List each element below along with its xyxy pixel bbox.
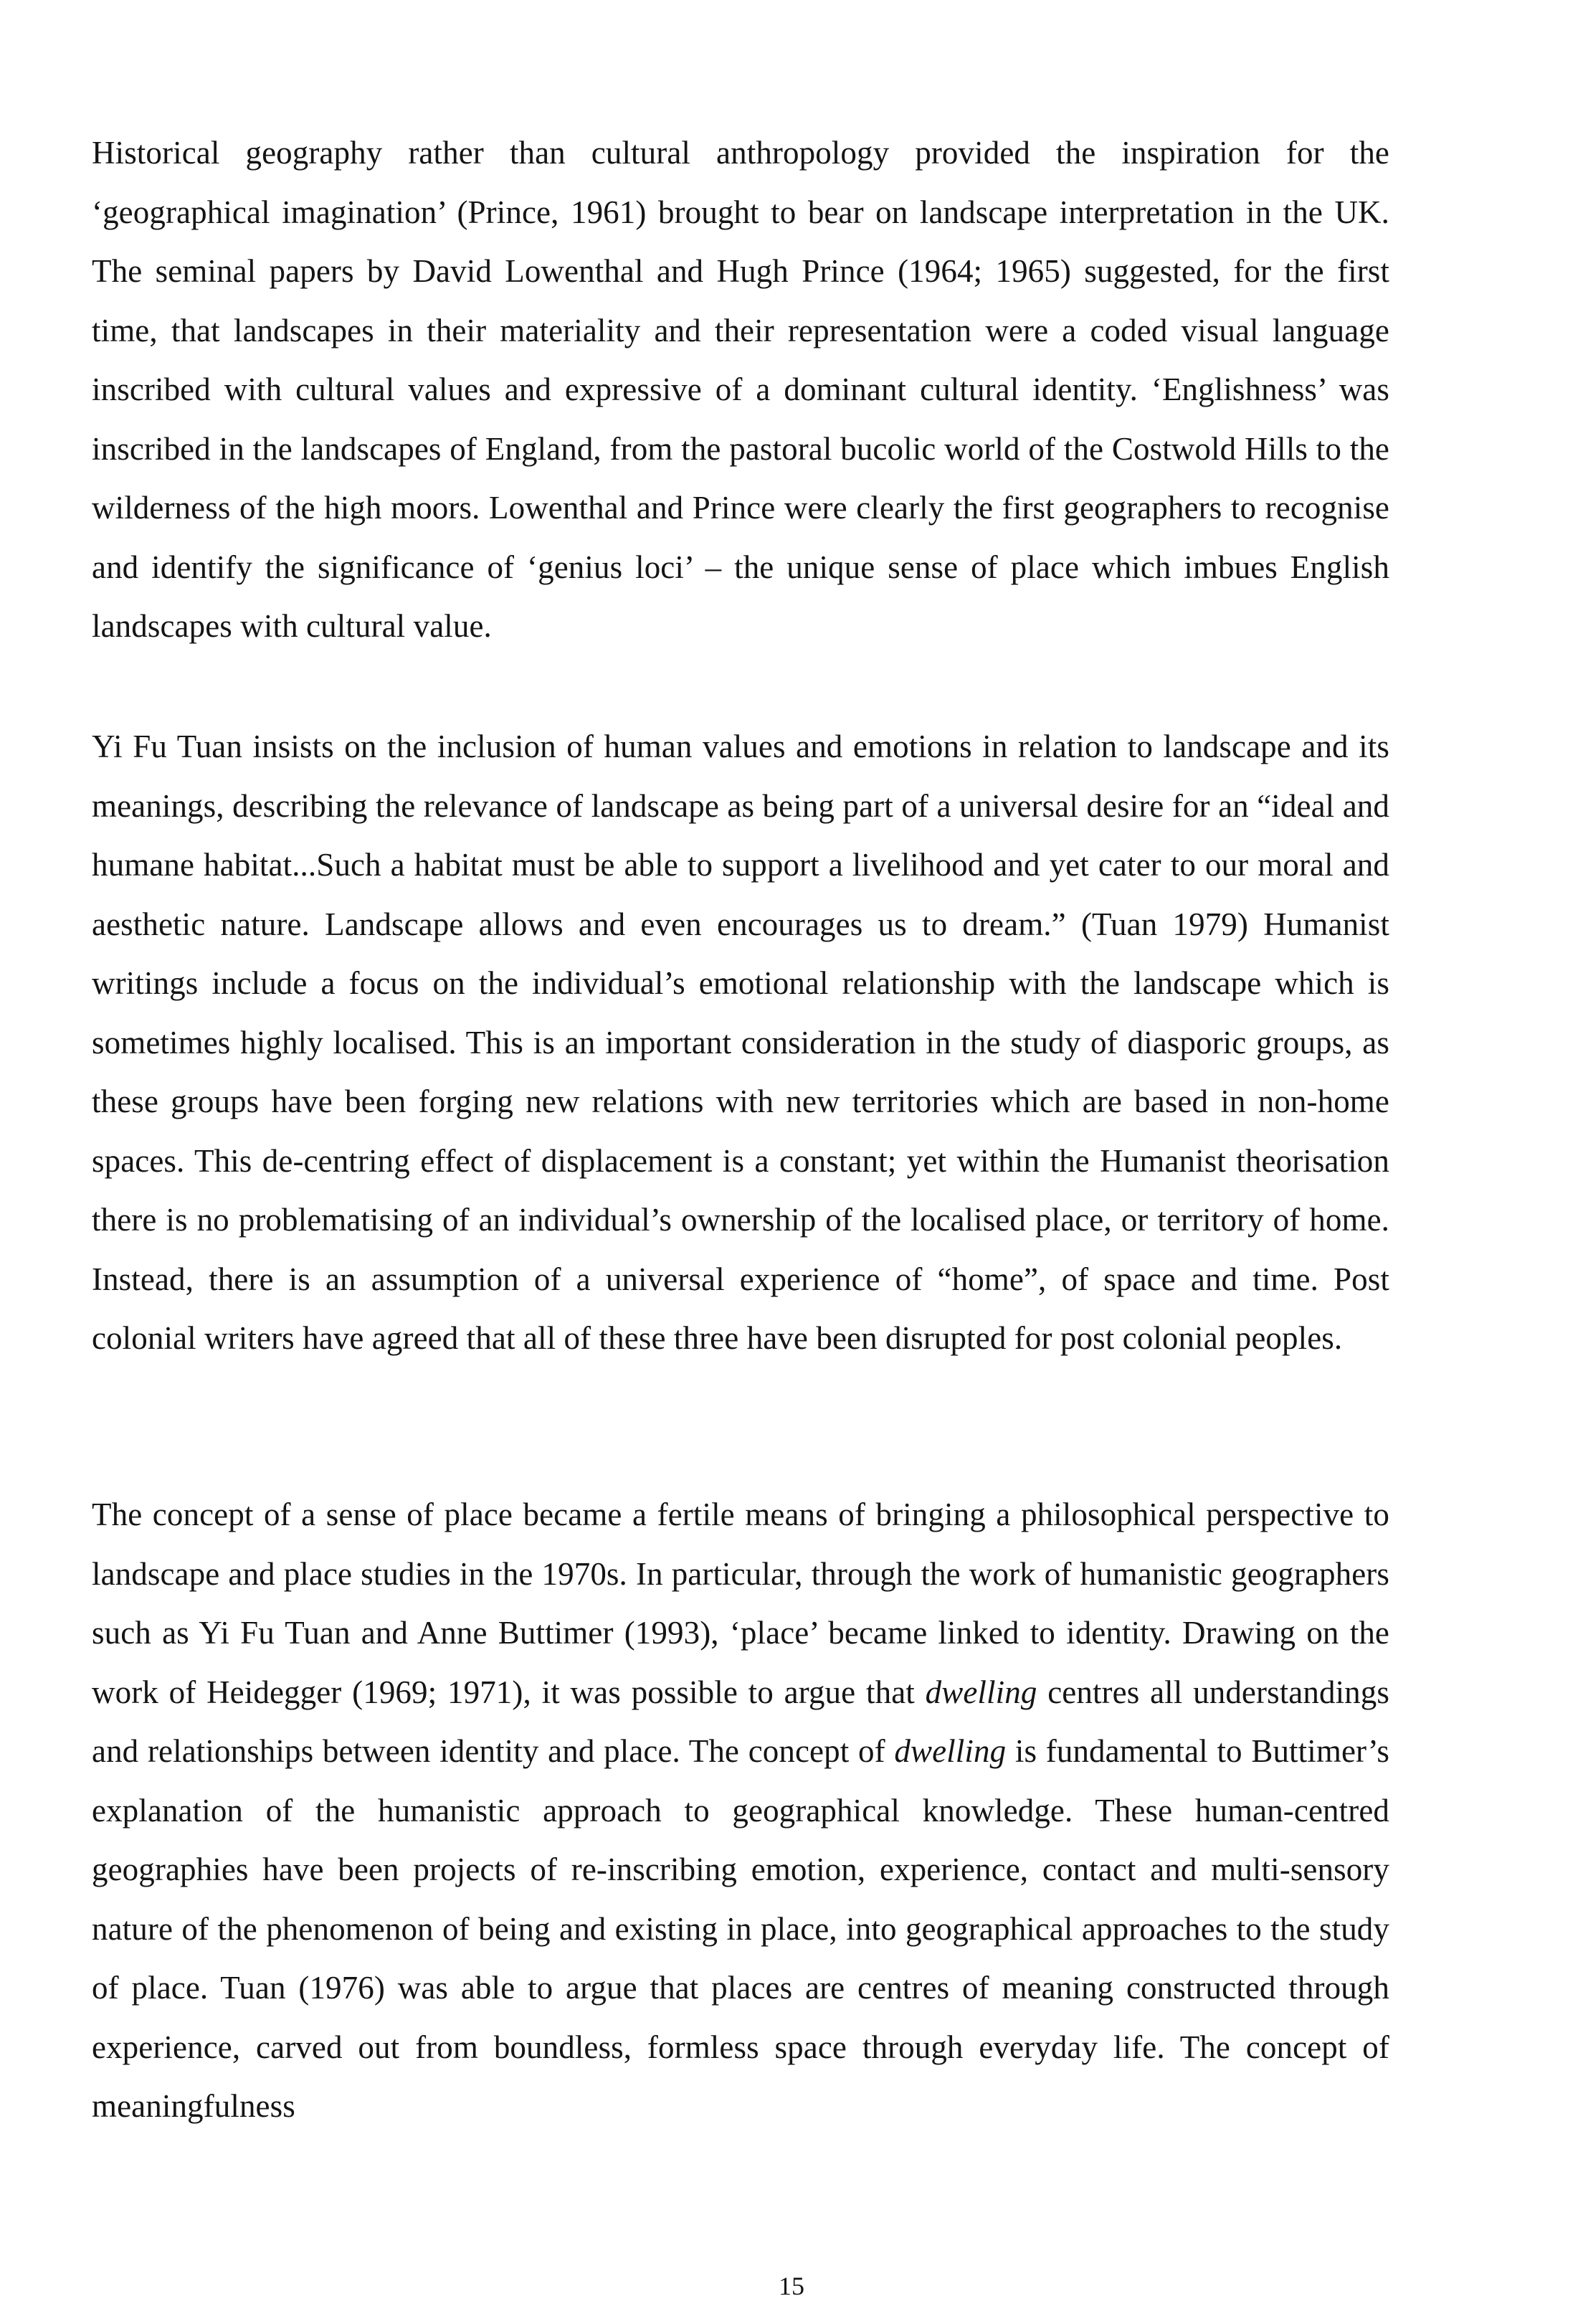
- italic-term-dwelling: dwelling: [925, 1674, 1037, 1710]
- paragraph-text-segment: The concept of a sense of place became a fertile means of bringing a philosophical perspective to landscape and place studies in the 1970s. In particular, through the work of humanistic geographers such as Yi Fu Tuan and Anne Buttimer (1993), ‘place’ became linked to identity. Drawing on the work of Heidegger (1969; 1971), it was possible to argue that: [92, 1497, 1389, 1710]
- page-number: 15: [779, 2272, 804, 2300]
- paragraph-text-segment: is fundamental to Buttimer’s explanation of the humanistic approach to geographical knowledge. These human-centred geographies have been projects of re-inscribing emotion, experience, contact and multi-sensory nature of the phenomenon of being and existing in place, into geographical approaches to the study of place. Tuan (1976) was able to argue that places are centres of meaning constructed through experience, carved out from boundless, formless space through everyday life. The concept of meaningfulness: [92, 1733, 1389, 2124]
- paragraph-yi-fu-tuan: Yi Fu Tuan insists on the inclusion of human values and emotions in relation to landscape and its meanings, describing the relevance of landscape as being part of a universal desire for an “ideal and humane habitat...Such a habitat must be able to support a livelihood and yet cater to our moral and aesthetic nature. Landscape allows and even encourages us to dream.” (Tuan 1979) Humanist writings include a focus on the individual’s emotional relationship with the landscape which is sometimes highly localised. This is an important consideration in the study of diasporic groups, as these groups have been forging new relations with new territories which are based in non-home spaces. This de-centring effect of displacement is a constant; yet within the Humanist theorisation there is no problematising of an individual’s ownership of the localised place, or territory of home. Instead, there is an assumption of a universal experience of “home”, of space and time. Post colonial writers have agreed that all of these three have been disrupted for post colonial peoples.: [92, 729, 1389, 1356]
- italic-term-dwelling: dwelling: [894, 1733, 1007, 1769]
- paragraph-sense-of-place: [92, 1485, 1389, 2136]
- paragraph-historical-geography: Historical geography rather than cultural anthropology provided the inspiration for the ‘geographical imagination’ (Prince, 1961) brought to bear on landscape interpretation in the UK. The seminal papers by David Lowenthal and Hugh Prince (1964; 1965) suggested, for the first time, that landscapes in their materiality and their representation were a coded visual language inscribed with cultural values and expressive of a dominant cultural identity. ‘Englishness’ was inscribed in the landscapes of England, from the pastoral bucolic world of the Costwold Hills to the wilderness of the high moors. Lowenthal and Prince were clearly the first geographers to recognise and identify the significance of ‘genius loci’ – the unique sense of place which imbues English landscapes with cultural value.: [92, 135, 1389, 644]
- paragraph-text-segment: centres all understandings and relationships between identity and place. The concept of: [92, 1674, 1389, 1769]
